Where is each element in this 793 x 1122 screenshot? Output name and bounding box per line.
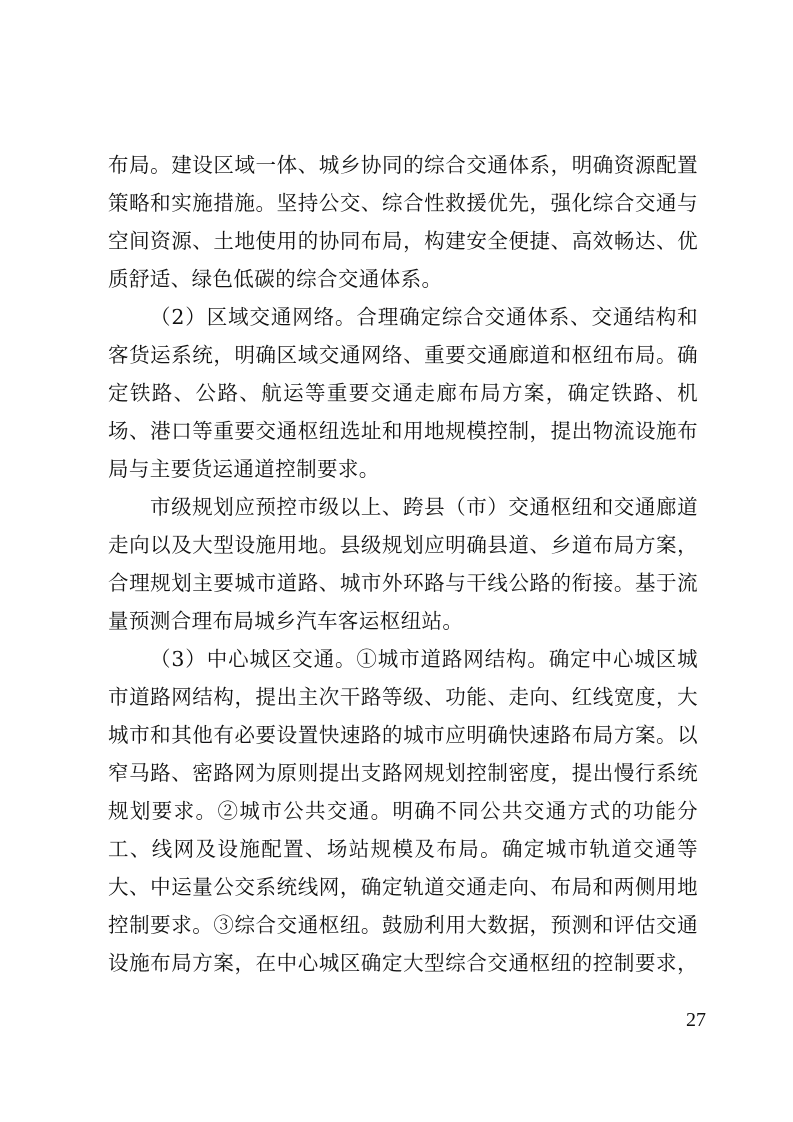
text-line: 布局。建设区域一体、城乡协同的综合交通体系，明确资源配置 — [108, 153, 698, 177]
text-line: 设施布局方案，在中心城区确定大型综合交通枢纽的控制要求， — [108, 951, 698, 975]
text-line: 场、港口等重要交通枢纽选址和用地规模控制，提出物流设施布 — [108, 419, 698, 443]
text-line: 客货运系统，明确区域交通网络、重要交通廊道和枢纽布局。确 — [108, 343, 698, 367]
text-line: （2）区域交通网络。合理确定综合交通体系、交通结构和 — [150, 305, 698, 329]
text-line: 量预测合理布局城乡汽车客运枢纽站。 — [108, 609, 464, 633]
text-line: 市道路网结构，提出主次干路等级、功能、走向、红线宽度，大 — [108, 685, 698, 709]
text-line: 城市和其他有必要设置快速路的城市应明确快速路布局方案。以 — [108, 723, 698, 747]
text-line: 策略和实施措施。坚持公交、综合性救援优先，强化综合交通与 — [108, 191, 698, 215]
text-line: 大、中运量公交系统线网，确定轨道交通走向、布局和两侧用地 — [108, 875, 698, 899]
text-line: 规划要求。②城市公共交通。明确不同公共交通方式的功能分 — [108, 799, 698, 823]
text-line: 窄马路、密路网为原则提出支路网规划控制密度，提出慢行系统 — [108, 761, 698, 785]
text-line: 空间资源、土地使用的协同布局，构建安全便捷、高效畅达、优 — [108, 229, 698, 253]
text-line: 定铁路、公路、航运等重要交通走廊布局方案，确定铁路、机 — [108, 381, 698, 405]
text-line: （3）中心城区交通。①城市道路网结构。确定中心城区城 — [150, 647, 698, 671]
text-line: 合理规划主要城市道路、城市外环路与干线公路的衔接。基于流 — [108, 571, 698, 595]
text-line: 局与主要货运通道控制要求。 — [108, 457, 380, 481]
text-line: 质舒适、绿色低碳的综合交通体系。 — [108, 267, 443, 291]
text-line: 走向以及大型设施用地。县级规划应明确县道、乡道布局方案， — [108, 533, 698, 557]
page-number: 27 — [686, 1009, 706, 1031]
text-line: 市级规划应预控市级以上、跨县（市）交通枢纽和交通廊道 — [150, 495, 698, 519]
text-line: 控制要求。③综合交通枢纽。鼓励利用大数据，预测和评估交通 — [108, 913, 698, 937]
text-line: 工、线网及设施配置、场站规模及布局。确定城市轨道交通等 — [108, 837, 698, 861]
